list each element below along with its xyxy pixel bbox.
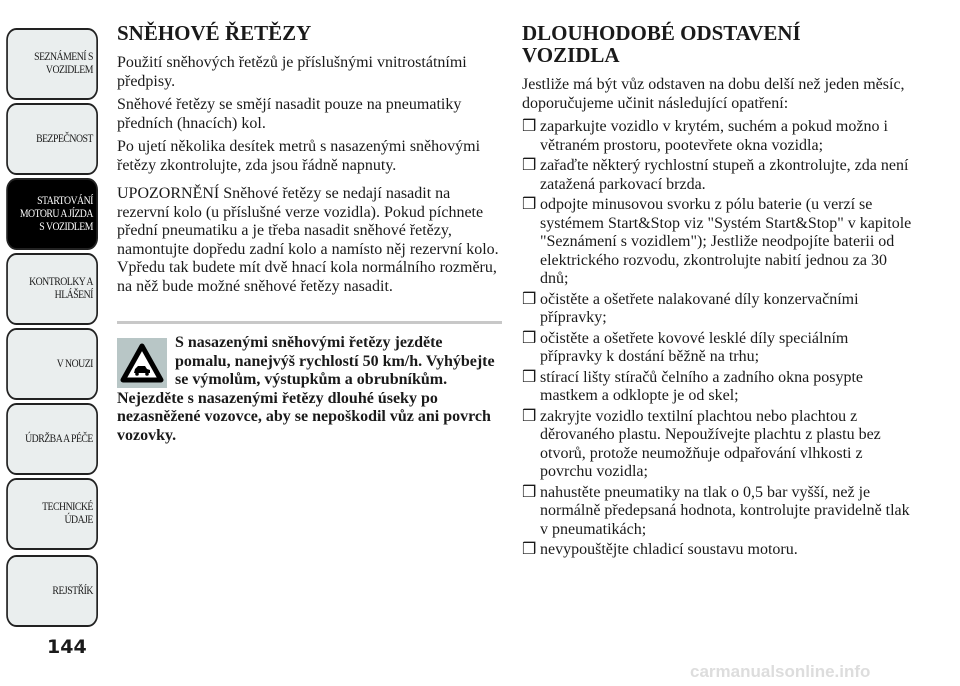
list-item-text: očistěte a ošetřete kovové lesklé díly speciálním přípravky k dostání běžně na trhu; [540, 329, 849, 365]
tab-kontrolky[interactable]: KONTROLKY A HLÁŠENÍ [6, 253, 98, 325]
checkbox-icon: ❒ [522, 368, 537, 386]
list-item-text: nevypouštějte chladicí soustavu motoru. [540, 541, 798, 558]
tab-seznameni[interactable]: SEZNÁMENÍ S VOZIDLEM [6, 28, 98, 100]
list-item [522, 196, 912, 289]
list-item [522, 330, 912, 367]
list-item [522, 369, 912, 406]
tab-startovani[interactable]: STARTOVÁNÍ MOTORU A JÍZDA S VOZIDLEM [6, 178, 98, 250]
chapter-tabs [0, 0, 100, 640]
left-column [117, 22, 502, 445]
paragraph: Sněhové řetězy se smějí nasadit pouze na pneumatiky předních (hnacích) kol. [117, 96, 462, 132]
paragraph: Použití sněhových řetězů je příslušnými vnitrostátními předpisy. [117, 54, 467, 90]
tab-technicke[interactable]: TECHNICKÉ ÚDAJE [6, 478, 98, 550]
intro: Jestliže má být vůz odstaven na dobu delší než jeden měsíc, doporučujeme učinit následující opatření: [522, 76, 905, 112]
checkbox-icon: ❒ [522, 541, 537, 558]
section-title: DLOUHODOBÉ ODSTAVENÍ VOZIDLA [522, 21, 801, 67]
list-item-text: stírací lišty stíračů čelního a zadního okna posypte mastkem a odklopte je od skel; [540, 368, 864, 404]
checkbox-icon: ❒ [522, 483, 537, 501]
warning-text: S nasazenými sněhovými řetězy jezděte pomalu, nanejvýš rychlostí 50 km/h. Vyhýbejte se výmolům, výstupkům a obrubníkům. Nejezděte s nasazenými řetězy dlouhé úseky po nezasněžené vozovce, aby se nepoškodil vůz ani povrch vozovky. [117, 334, 495, 444]
list-item-text: nahustěte pneumatiky na tlak o 0,5 bar vyšší, než je normálně předepsaná hodnota, kontrolujte pravidelně tlak v pneumatikách; [540, 483, 910, 538]
right-column [522, 22, 912, 562]
list-item [522, 408, 912, 482]
checkbox-icon: ❒ [522, 407, 537, 425]
tab-udrzba[interactable]: ÚDRŽBA A PÉČE [6, 403, 98, 475]
list-item-text: zařaďte některý rychlostní stupeň a zkontrolujte, zda není zatažená parkovací brzda. [540, 157, 909, 193]
watermark: carmanualsonline.info [690, 662, 871, 681]
list-item [522, 157, 912, 194]
list-item-text: zaparkujte vozidlo v krytém, suchém a pokud možno i větraném prostoru, pootevřete okna vozidla; [540, 118, 888, 154]
checkbox-icon: ❒ [522, 329, 537, 347]
tab-bezpecnost[interactable]: BEZPEČNOST [6, 103, 98, 175]
checklist [522, 118, 912, 560]
tab-v-nouzi[interactable]: V NOUZI [6, 328, 98, 400]
list-item [522, 484, 912, 540]
section-title: SNĚHOVÉ ŘETĚZY [117, 21, 312, 45]
checkbox-icon: ❒ [522, 157, 537, 174]
checkbox-icon: ❒ [522, 290, 537, 308]
paragraph: Po ujetí několika desítek metrů s nasazenými sněhovými řetězy zkontrolujte, zda jsou řádně napnuty. [117, 138, 481, 174]
tab-rejstrik[interactable]: REJSTŘÍK [6, 555, 98, 627]
list-item-text: odpojte minusovou svorku z pólu baterie (u verzí se systémem Start&Stop viz "Systém Start&Stop" v kapitole "Seznámení s vozidlem"); Jestliže neodpojíte baterii od elektrického rozvodu, zkontrolujte nabití jednou za 30 dnů; [540, 196, 912, 287]
list-item-text: zakryjte vozidlo textilní plachtou nebo plachtou z děrovaného plastu. Nepoužívejte plachtu z plastu bez otvorů, protože neumožňuje odpařování vlhkosti z povrchu vozidla; [540, 407, 881, 480]
list-item [522, 541, 912, 560]
page-number: 144 [47, 636, 87, 658]
note: UPOZORNĚNÍ Sněhové řetězy se nedají nasadit na rezervní kolo (u příslušné verze vozidla). Pokud píchnete přední pneumatiku a je třeba nasadit sněhové řetězy, namontujte dopředu zadní kolo a namísto něj rezervní kolo. Vpředu tak budete mít dvě hnací kola normálního rozměru, na něž bude možné sněhové řetězy nasadit. [117, 185, 499, 295]
checkbox-icon: ❒ [522, 118, 537, 135]
warning-box [117, 334, 502, 445]
list-item-text: očistěte a ošetřete nalakované díly konzervačními přípravky; [540, 290, 859, 326]
divider [117, 321, 502, 324]
list-item [522, 118, 912, 155]
checkbox-icon: ❒ [522, 196, 537, 213]
warning-triangle-car-icon [117, 338, 167, 388]
list-item [522, 291, 912, 328]
